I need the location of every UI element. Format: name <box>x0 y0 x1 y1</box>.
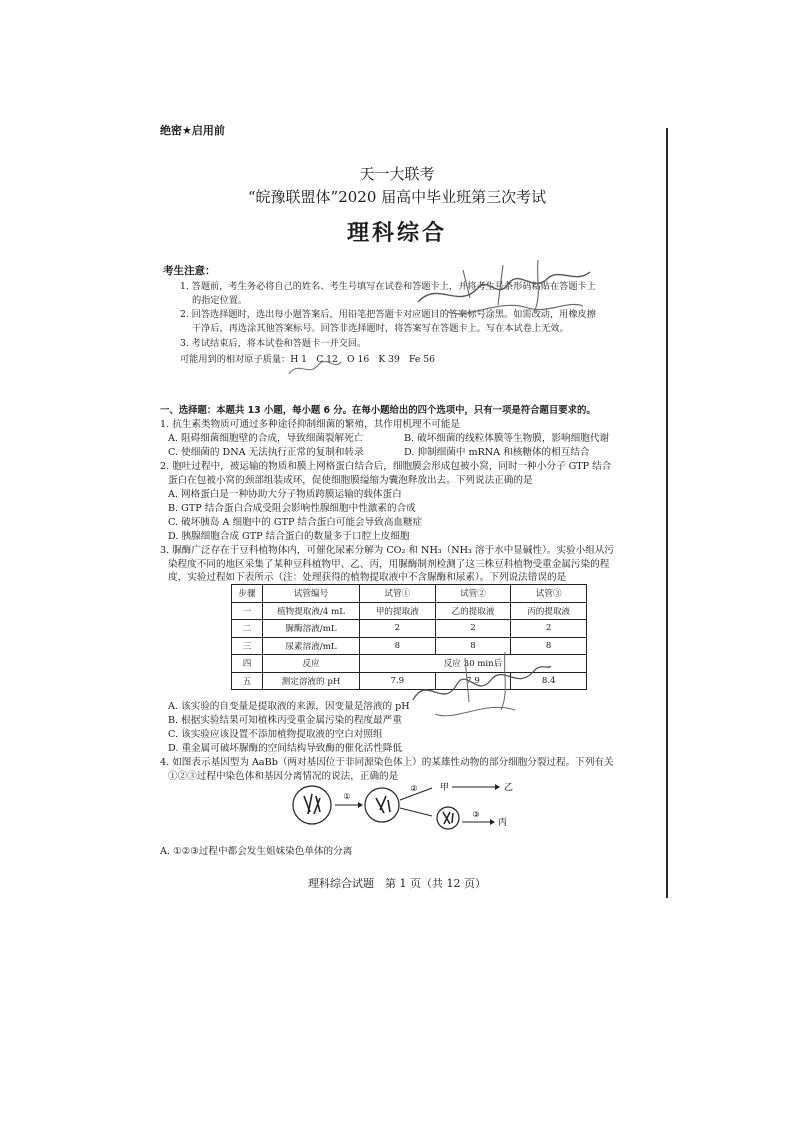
cell-division-diagram <box>290 780 530 830</box>
option: C. 使细菌的 DNA 无法执行正常的复制和转录 <box>168 447 364 458</box>
table-cell: 三 <box>232 637 263 655</box>
table-header: 试管① <box>360 585 436 603</box>
table-cell: 8.4 <box>511 672 587 690</box>
table-header: 试管③ <box>511 585 587 603</box>
table-cell: 2 <box>511 620 587 638</box>
table-cell: 反应 <box>263 655 360 673</box>
page-footer: 理科综合试题 第 1 页（共 12 页） <box>308 877 486 890</box>
label-step2: ② <box>410 784 418 793</box>
table-cell: 乙的提取液 <box>435 602 511 620</box>
option: A. 该实验的自变量是提取液的来源，因变量是溶液的 pH <box>168 701 410 712</box>
question-stem: ①②③过程中染色体和基因分离情况的说法，正确的是 <box>168 771 399 782</box>
question-stem: 2. 胞吐过程中，被运输的物质和膜上网格蛋白结合后，细胞膜会形成包被小窝，同时一种小分子 GTP 结合 <box>160 461 612 472</box>
small-stamp <box>285 352 345 384</box>
option: B. GTP 结合蛋白合成受阻会影响性腺细胞中性激素的合成 <box>168 503 416 514</box>
question-stem: 染程度不同的地区采集了某种豆科植物甲、乙、丙，用脲酶制剂检测了这三株豆科植物受重金属污染的程 <box>168 559 610 570</box>
table-cell: 反应 30 min后 <box>360 655 587 673</box>
option: C. 该实验应该设置不添加植物提取液的空白对照组 <box>168 729 383 740</box>
table-cell: 四 <box>232 655 263 673</box>
table-cell: 二 <box>232 620 263 638</box>
option: A. ①②③过程中都会发生姐妹染色单体的分离 <box>160 846 353 857</box>
notice-heading: 考生注意： <box>163 265 216 277</box>
notice-item: 1. 答题前，考生务必将自己的姓名、考生号填写在试卷和答题卡上，并将考生号条形码粘贴在答题卡上 <box>180 281 596 292</box>
notice-item: 干净后，再选涂其他答案标号。回答非选择题时，将答案写在答题卡上。写在本试卷上无效。 <box>192 323 569 334</box>
table-cell: 植物提取液/4 mL <box>263 602 360 620</box>
table-cell: 7.9 <box>360 672 436 690</box>
table-cell: 甲的提取液 <box>360 602 436 620</box>
notice-item: 3. 考试结束后，将本试卷和答题卡一并交回。 <box>180 338 367 349</box>
option: D. 重金属可破坏脲酶的空间结构导致酶的催化活性降低 <box>168 743 403 754</box>
table-cell: 7.9 <box>435 672 511 690</box>
option: C. 破坏胰岛 A 细胞中的 GTP 结合蛋白可能会导致高血糖症 <box>168 517 423 528</box>
notice-item: 的指定位置。 <box>192 295 248 306</box>
option: B. 根据实验结果可知植株丙受重金属污染的程度最严重 <box>168 715 402 726</box>
handwritten-stamp <box>408 250 608 350</box>
label-jia: 甲 <box>440 783 450 793</box>
label-step1: ① <box>343 792 351 801</box>
table-cell: 8 <box>435 637 511 655</box>
table-header: 步骤 <box>232 585 263 603</box>
table-cell: 8 <box>360 637 436 655</box>
table-header: 试管编号 <box>263 585 360 603</box>
atomic-mass-line: 可能用到的相对原子质量：H 1 C 12 O 16 K 39 Fe 56 <box>180 354 435 365</box>
table-cell: 2 <box>435 620 511 638</box>
label-step3: ③ <box>472 810 480 819</box>
question-stem: 4. 如图表示基因型为 AaBb（两对基因位于非同源染色体上）的某雄性动物的部分细胞分裂过程。下列有关 <box>160 757 614 768</box>
label-yi: 乙 <box>504 783 514 793</box>
handwritten-stamp <box>405 640 555 730</box>
subject-title: 理科综合 <box>346 220 447 246</box>
exam-title: “皖豫联盟体”2020 届高中毕业班第三次考试 <box>247 188 547 206</box>
notice-item: 2. 回答选择题时，选出每小题答案后，用铅笔把答题卡对应题目的答案标号涂黑。如需改动，用橡皮擦 <box>180 309 596 320</box>
label-bing: 丙 <box>498 818 508 828</box>
table-cell: 脲酶溶液/mL <box>263 620 360 638</box>
option: D. 抑制细菌中 mRNA 和核糖体的相互结合 <box>404 447 590 458</box>
table-cell: 五 <box>232 672 263 690</box>
confidential-mark: 绝密★启用前 <box>160 124 225 137</box>
table-cell: 一 <box>232 602 263 620</box>
option: A. 阻碍细菌细胞壁的合成，导致细菌裂解死亡 <box>168 433 364 444</box>
option: B. 破坏细菌的线粒体膜等生物膜，影响细胞代谢 <box>404 433 610 444</box>
table-cell: 测定溶液的 pH <box>263 672 360 690</box>
table-header: 试管② <box>435 585 511 603</box>
table-row <box>232 620 587 638</box>
option: A. 网格蛋白是一种协助大分子物质跨膜运输的载体蛋白 <box>168 489 402 500</box>
table-row <box>232 602 587 620</box>
question-stem: 蛋白在包被小窝的颈部组装成环，促使细胞膜缢缩为囊泡释放出去。下列说法正确的是 <box>168 475 533 486</box>
table-cell: 尿素溶液/mL <box>263 637 360 655</box>
section-heading: 一、选择题：本题共 13 小题，每小题 6 分。在每小题给出的四个选项中，只有一项是符合题目要求的。 <box>160 405 596 416</box>
option: D. 胰腺细胞合成 GTP 结合蛋白的数量多于口腔上皮细胞 <box>168 531 410 542</box>
table-row <box>232 585 587 603</box>
question-stem: 度，实验过程如下表所示（注：处理获得的植物提取液中不含脲酶和尿素）。下列说法错误的是 <box>168 572 567 583</box>
question-stem: 3. 脲酶广泛存在于豆科植物体内，可催化尿素分解为 CO₂ 和 NH₃（NH₃ 溶于水中显碱性）。实验小组从污 <box>160 545 615 556</box>
table-cell: 2 <box>360 620 436 638</box>
table-cell: 8 <box>511 637 587 655</box>
table-cell: 丙的提取液 <box>511 602 587 620</box>
organizer-title: 天一大联考 <box>359 165 435 183</box>
question-stem: 1. 抗生素类物质可通过多种途径抑制细菌的繁殖，其作用机理不可能是 <box>160 419 461 430</box>
